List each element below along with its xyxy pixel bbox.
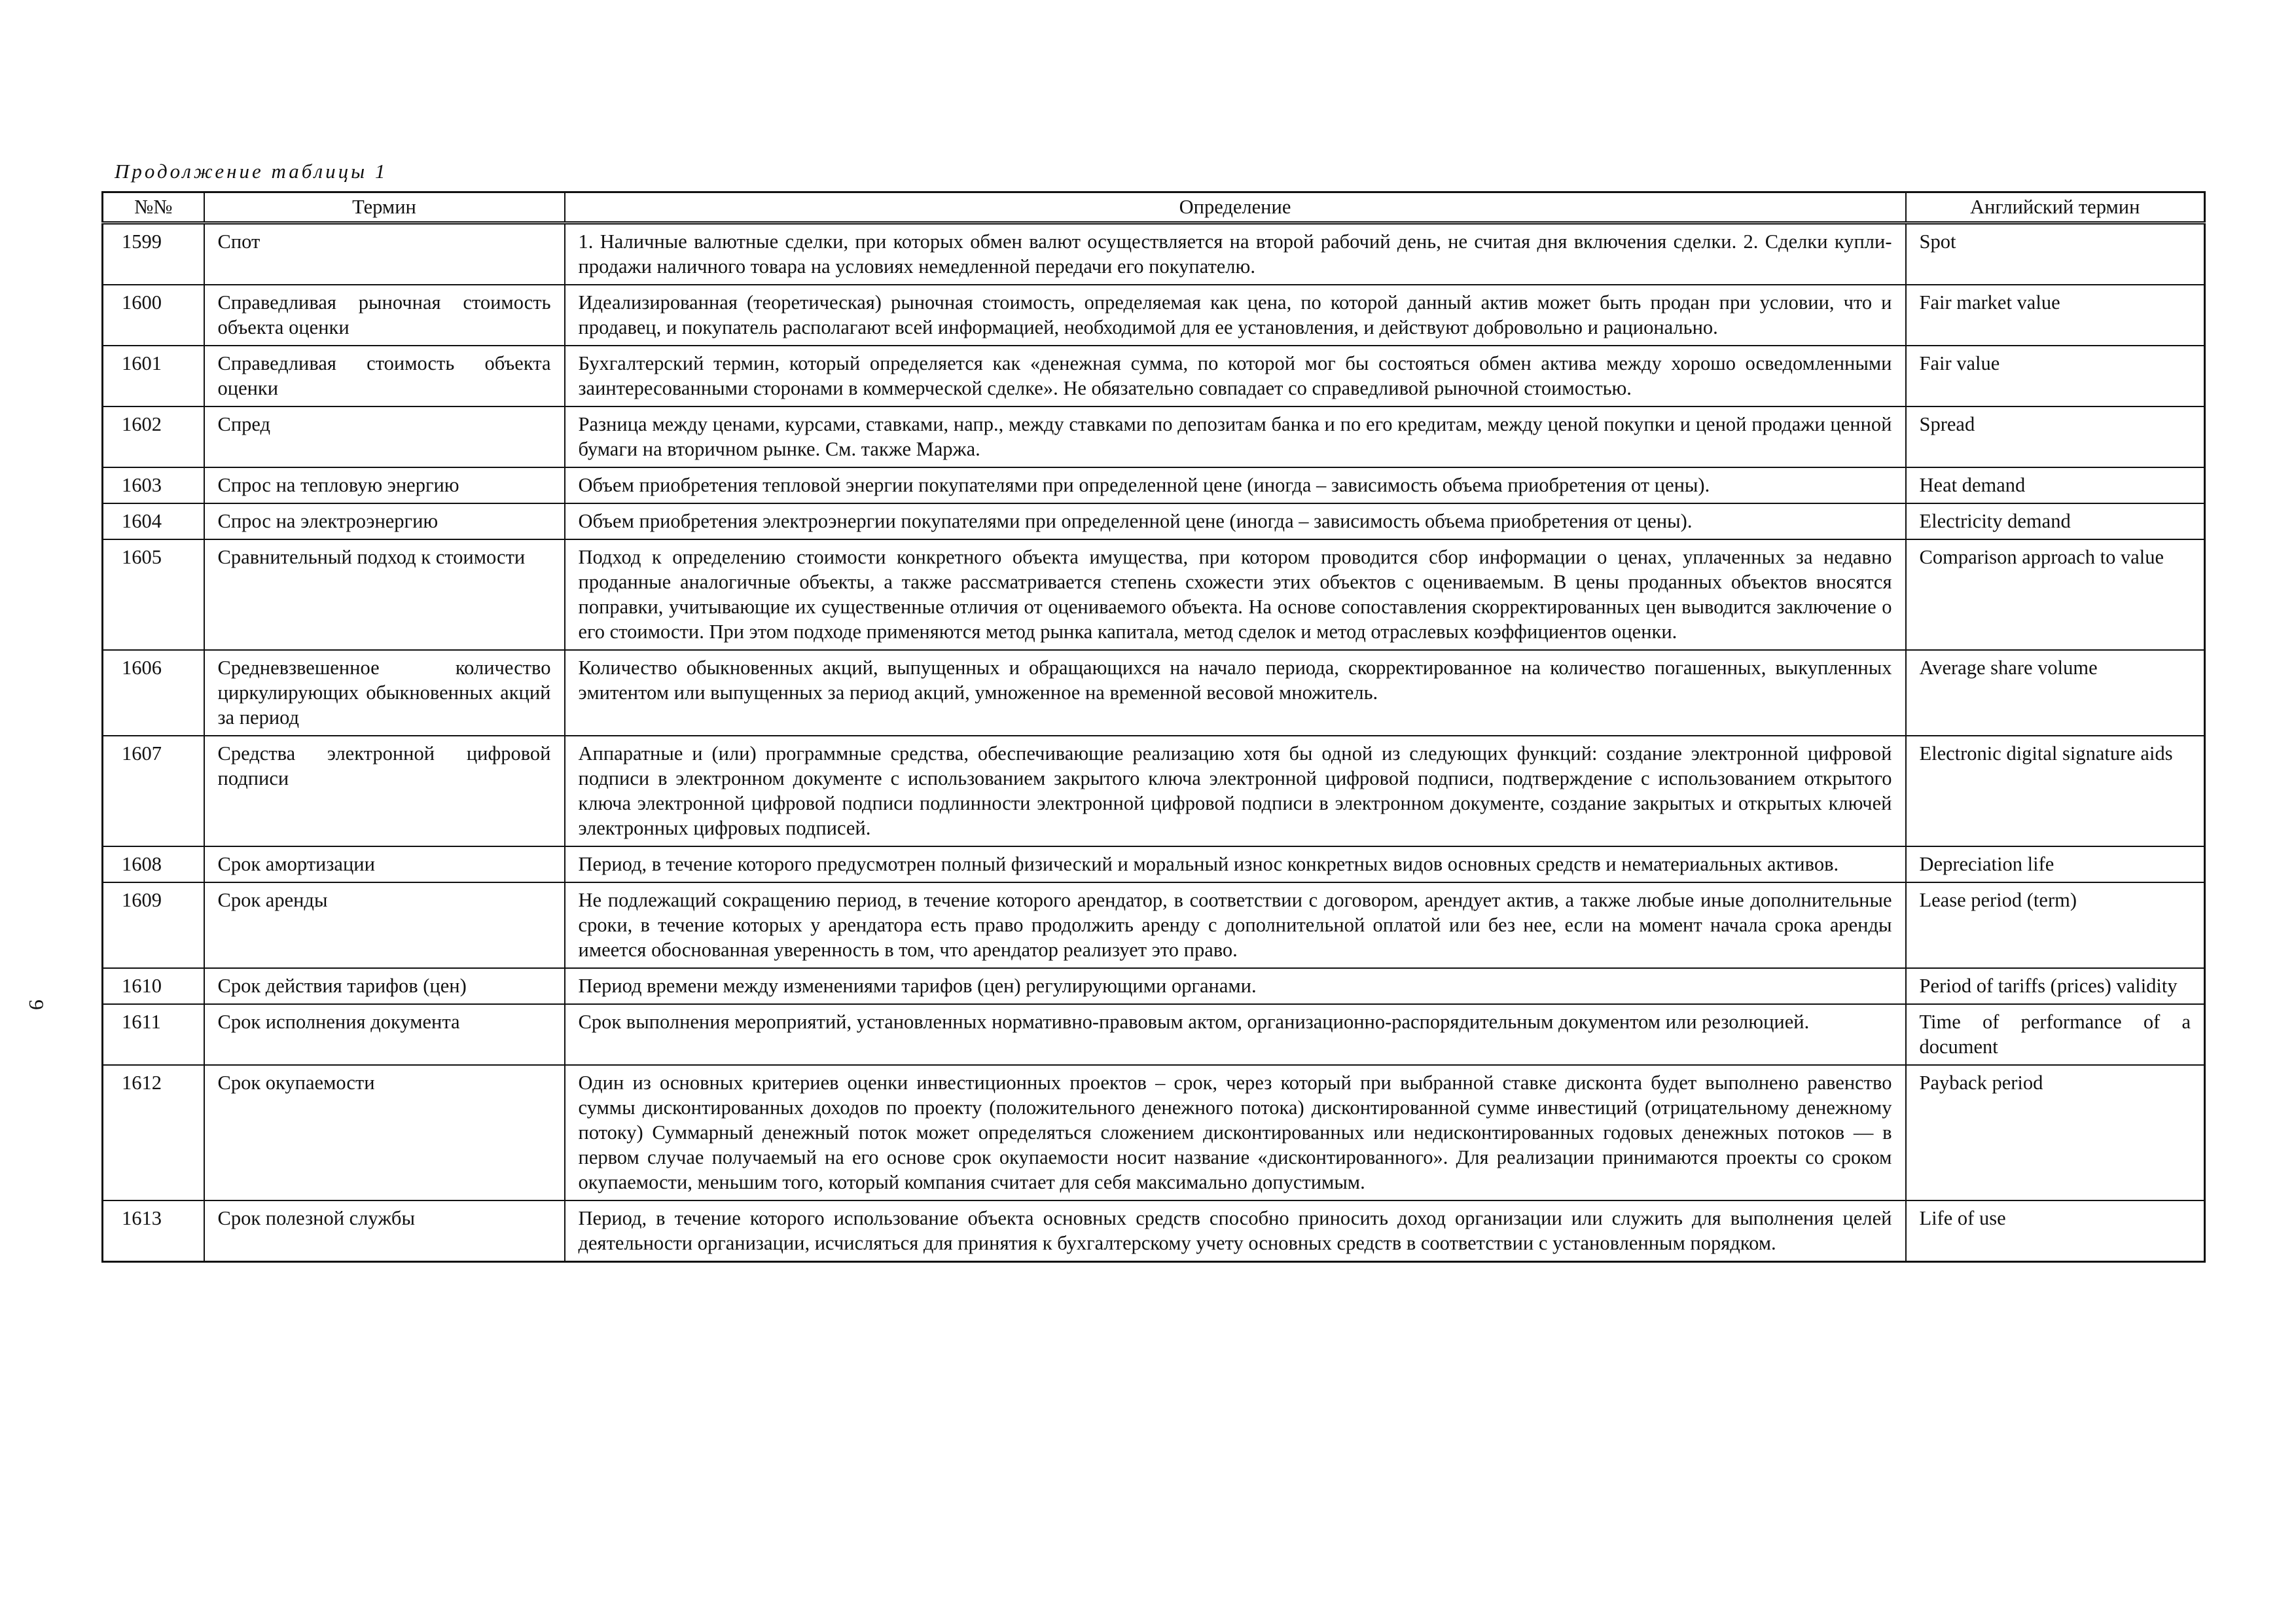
cell-number: 1600	[103, 285, 204, 346]
table-header	[103, 192, 2205, 223]
table-row	[103, 1065, 2205, 1200]
cell-number: 1602	[103, 406, 204, 467]
cell-definition: Период, в течение которого использование объекта основных средств способно приносить доход организации или служить для выполнения целей деятельности организации, исчисляться для принятия к бухгалтерскому учету основных средств в соответствии с установленным порядком.	[565, 1200, 1906, 1262]
table-continuation-label: Продолжение таблицы 1	[115, 160, 388, 183]
cell-number: 1601	[103, 346, 204, 406]
cell-number: 1607	[103, 736, 204, 846]
cell-number: 1604	[103, 503, 204, 539]
cell-english-term: Electronic digital signature aids	[1906, 736, 2205, 846]
cell-definition: Объем приобретения электроэнергии покупателями при определенной цене (иногда – зависимость объема приобретения от цены).	[565, 503, 1906, 539]
cell-term: Срок исполнения документа	[204, 1004, 565, 1065]
table-body	[103, 223, 2205, 1262]
cell-term: Срок аренды	[204, 882, 565, 968]
cell-definition: Подход к определению стоимости конкретного объекта имущества, при котором проводится сбор информации о ценах, уплаченных за недавно проданные аналогичные объекты, а также рассматривается степень схожести этих объектов с оцениваемым. В цены проданных объектов вносятся поправки, учитывающие их существенные отличия от оцениваемого объекта. На основе сопоставления скорректированных цен выводится заключение о его стоимости. При этом подходе применяются метод рынка капитала, метод сделок и метод отраслевых коэффициентов оценки.	[565, 539, 1906, 650]
cell-english-term: Average share volume	[1906, 650, 2205, 736]
header-english-term: Английский термин	[1906, 192, 2205, 223]
cell-definition: Срок выполнения мероприятий, установленных нормативно-правовым актом, организационно-распорядительным документом или резолюцией.	[565, 1004, 1906, 1065]
table-row	[103, 539, 2205, 650]
cell-english-term: Heat demand	[1906, 467, 2205, 503]
cell-definition: Период, в течение которого предусмотрен полный физический и моральный износ конкретных видов основных средств и нематериальных активов.	[565, 846, 1906, 882]
cell-term: Срок полезной службы	[204, 1200, 565, 1262]
table-row	[103, 1004, 2205, 1065]
cell-number: 1608	[103, 846, 204, 882]
cell-definition: Количество обыкновенных акций, выпущенных и обращающихся на начало периода, скорректированное на количество погашенных, выкупленных эмитентом или выпущенных за период акций, умноженное на временной весовой множитель.	[565, 650, 1906, 736]
cell-number: 1599	[103, 223, 204, 285]
page-number: 9	[25, 1000, 48, 1010]
cell-number: 1612	[103, 1065, 204, 1200]
table-row	[103, 346, 2205, 406]
cell-term: Спрос на электроэнергию	[204, 503, 565, 539]
cell-definition: Аппаратные и (или) программные средства, обеспечивающие реализацию хотя бы одной из следующих функций: создание электронной цифровой подписи в электронном документе с использованием закрытого ключа электронной цифровой подписи, подтверждение с использованием открытого ключа электронной цифровой подписи подлинности электронной цифровой подписи в электронном документе, создание закрытых и открытых ключей электронных цифровых подписей.	[565, 736, 1906, 846]
table-row	[103, 285, 2205, 346]
cell-number: 1610	[103, 968, 204, 1004]
cell-term: Средневзвешенное количество циркулирующих обыкновенных акций за период	[204, 650, 565, 736]
cell-number: 1613	[103, 1200, 204, 1262]
cell-english-term: Comparison approach to value	[1906, 539, 2205, 650]
cell-definition: Не подлежащий сокращению период, в течение которого арендатор, в соответствии с договором, арендует актив, а также любые иные дополнительные сроки, в течение которых у арендатора есть право продолжить аренду с дополнительной оплатой или без нее, если на момент начала срока аренды имеется обоснованная уверенность в том, что арендатор реализует это право.	[565, 882, 1906, 968]
table-row	[103, 650, 2205, 736]
table-row	[103, 968, 2205, 1004]
cell-term: Средства электронной цифровой подписи	[204, 736, 565, 846]
cell-term: Срок амортизации	[204, 846, 565, 882]
cell-definition: Один из основных критериев оценки инвестиционных проектов – срок, через который при выбранной ставке дисконта будет выполнено равенство суммы дисконтированных доходов по проекту (положительного денежного потока) дисконтированной сумме инвестиций (отрицательному денежному потоку) Суммарный денежный поток может определяться сложением дисконтированных или недисконтированных годовых денежных потоков — в первом случае получаемый на его основе срок окупаемости носит название «дисконтированного». Для реализации принимаются проекты со сроком окупаемости, меньшим того, который компания считает для себя максимально допустимым.	[565, 1065, 1906, 1200]
cell-english-term: Payback period	[1906, 1065, 2205, 1200]
cell-number: 1606	[103, 650, 204, 736]
cell-english-term: Spot	[1906, 223, 2205, 285]
table-row	[103, 406, 2205, 467]
cell-definition: Период времени между изменениями тарифов (цен) регулирующими органами.	[565, 968, 1906, 1004]
header-row	[103, 192, 2205, 223]
cell-definition: Идеализированная (теоретическая) рыночная стоимость, определяемая как цена, по которой данный актив может быть продан при условии, что и продавец, и покупатель располагают всей информацией, необходимой для ее установления, и действуют добровольно и рационально.	[565, 285, 1906, 346]
header-number: №№	[103, 192, 204, 223]
cell-number: 1611	[103, 1004, 204, 1065]
table-row	[103, 223, 2205, 285]
cell-number: 1603	[103, 467, 204, 503]
glossary-table	[101, 191, 2206, 1263]
cell-number: 1605	[103, 539, 204, 650]
cell-english-term: Life of use	[1906, 1200, 2205, 1262]
table-row	[103, 846, 2205, 882]
cell-term: Справедливая рыночная стоимость объекта оценки	[204, 285, 565, 346]
cell-definition: 1. Наличные валютные сделки, при которых обмен валют осуществляется на второй рабочий день, не считая дня включения сделки. 2. Сделки купли-продажи наличного товара на условиях немедленной передачи его покупателю.	[565, 223, 1906, 285]
cell-term: Сравнительный подход к стоимости	[204, 539, 565, 650]
table-row	[103, 1200, 2205, 1262]
table-row	[103, 882, 2205, 968]
cell-definition: Бухгалтерский термин, который определяется как «денежная сумма, по которой мог бы состояться обмен актива между хорошо осведомленными заинтересованными сторонами в коммерческой сделке». Не обязательно совпадает со справедливой рыночной стоимостью.	[565, 346, 1906, 406]
cell-english-term: Time of performance of a document	[1906, 1004, 2205, 1065]
cell-term: Срок окупаемости	[204, 1065, 565, 1200]
cell-term: Спред	[204, 406, 565, 467]
cell-english-term: Period of tariffs (prices) validity	[1906, 968, 2205, 1004]
cell-term: Спрос на тепловую энергию	[204, 467, 565, 503]
cell-number: 1609	[103, 882, 204, 968]
header-definition: Определение	[565, 192, 1906, 223]
cell-english-term: Electricity demand	[1906, 503, 2205, 539]
cell-term: Срок действия тарифов (цен)	[204, 968, 565, 1004]
cell-term: Справедливая стоимость объекта оценки	[204, 346, 565, 406]
cell-english-term: Depreciation life	[1906, 846, 2205, 882]
cell-english-term: Fair market value	[1906, 285, 2205, 346]
cell-english-term: Fair value	[1906, 346, 2205, 406]
table-row	[103, 503, 2205, 539]
cell-english-term: Lease period (term)	[1906, 882, 2205, 968]
header-term: Термин	[204, 192, 565, 223]
cell-definition: Разница между ценами, курсами, ставками, напр., между ставками по депозитам банка и по его кредитам, между ценой покупки и ценой продажи ценной бумаги на вторичном рынке. См. также Маржа.	[565, 406, 1906, 467]
cell-term: Спот	[204, 223, 565, 285]
cell-definition: Объем приобретения тепловой энергии покупателями при определенной цене (иногда – зависимость объема приобретения от цены).	[565, 467, 1906, 503]
table-row	[103, 736, 2205, 846]
table-row	[103, 467, 2205, 503]
cell-english-term: Spread	[1906, 406, 2205, 467]
